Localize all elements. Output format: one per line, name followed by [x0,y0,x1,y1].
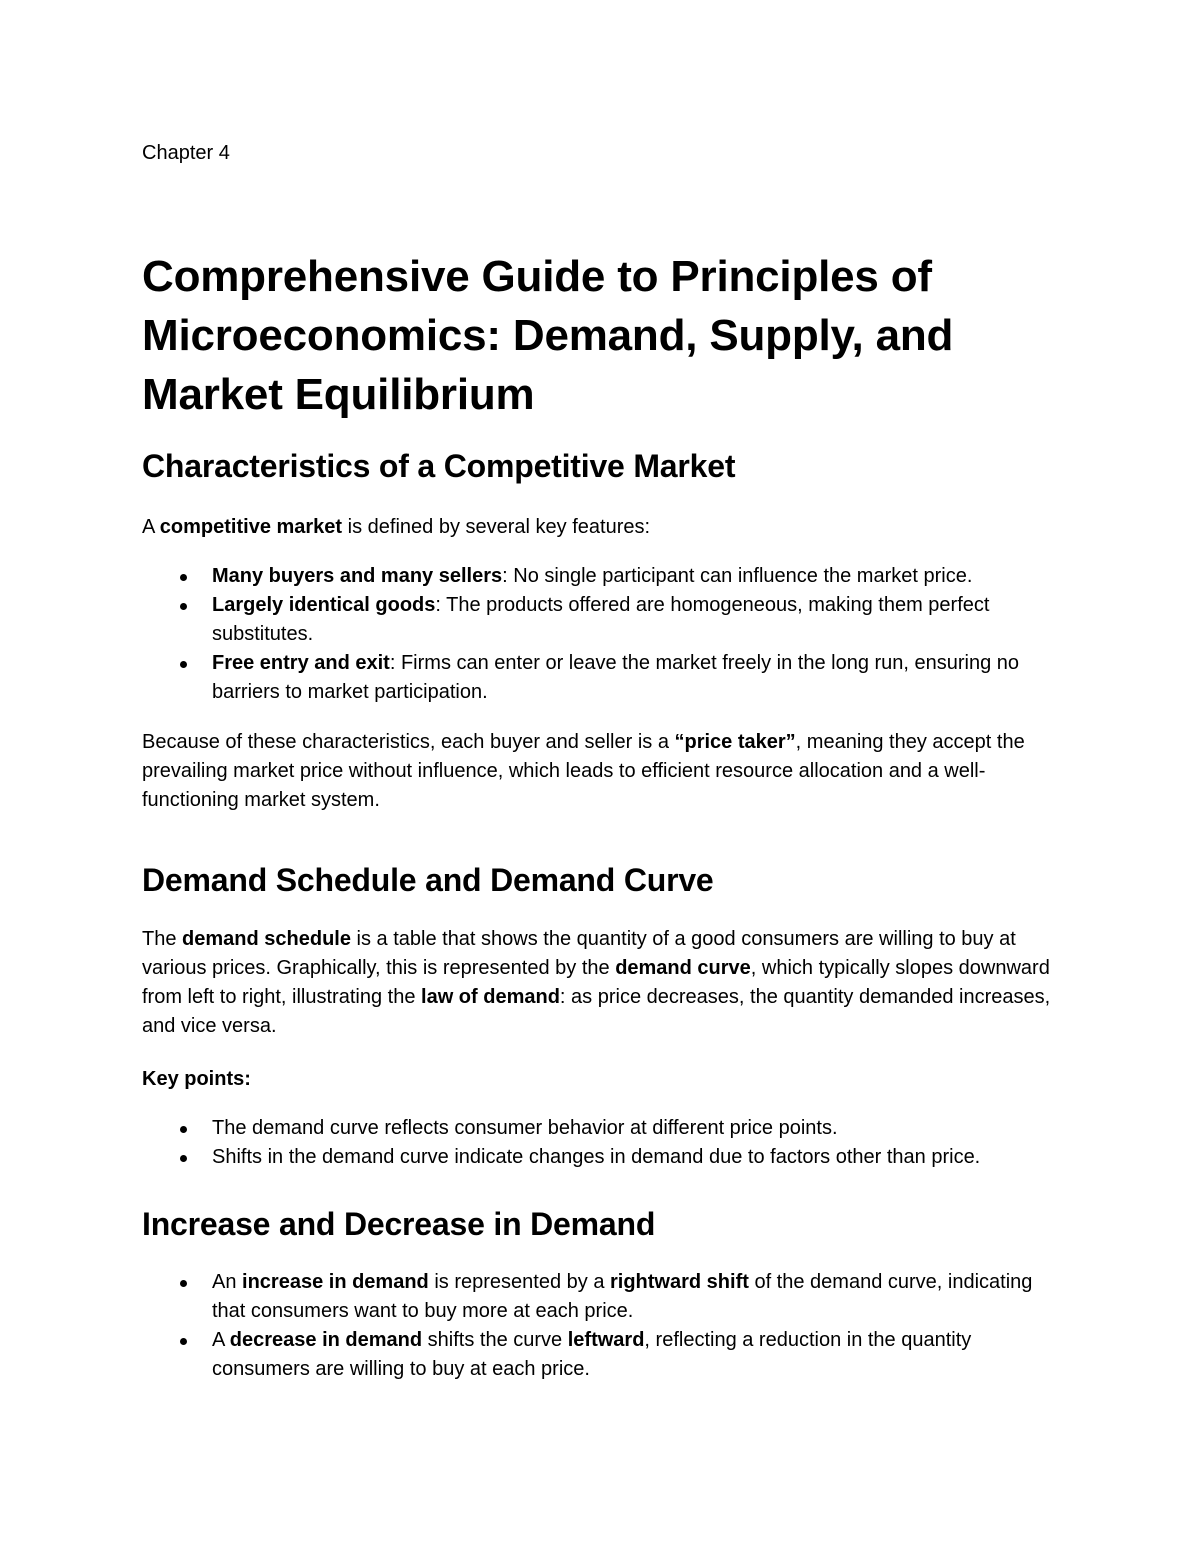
bullet-icon [180,1338,187,1345]
price-taker-paragraph: Because of these characteristics, each buyer and seller is a “price taker”, meaning they accept the prevailing market price without influence, which leads to efficient resource allocation and a well-functioning market system. [142,731,1025,811]
section-heading-demand-schedule: Demand Schedule and Demand Curve [142,862,714,898]
list-item: The demand curve reflects consumer behavior at different price points. [142,1114,1067,1143]
key-points-label: Key points: [142,1068,251,1090]
demand-shifts-list [142,1268,1067,1384]
bold-term: decrease in demand [229,1329,423,1351]
bullet-icon [180,1155,187,1162]
bullet-icon [180,661,187,668]
list-item: Shifts in the demand curve indicate changes in demand due to factors other than price. [142,1143,1067,1172]
competitive-market-intro: A competitive market is defined by several key features: [142,516,651,538]
section-heading-demand-shifts: Increase and Decrease in Demand [142,1206,656,1242]
document-page [142,138,1067,1384]
list-item: Largely identical goods: The products offered are homogeneous, making them perfect substitutes. [142,591,1067,649]
bold-term: demand curve [615,957,751,979]
bullet-icon [180,574,187,581]
bold-term: rightward shift [610,1271,749,1293]
bullet-icon [180,603,187,610]
bold-term: leftward [567,1329,645,1351]
competitive-market-features-list [142,562,1067,707]
bold-term: “price taker” [674,731,796,753]
bold-term: law of demand [421,986,560,1008]
document-title: Comprehensive Guide to Principles of Microeconomics: Demand, Supply, and Market Equilibrium [142,252,954,419]
bold-term: Many buyers and many sellers [212,565,503,587]
bullet-icon [180,1280,187,1287]
bold-term: increase in demand [242,1271,429,1293]
list-item: An increase in demand is represented by a rightward shift of the demand curve, indicating that consumers want to buy more at each price. [142,1268,1067,1326]
bullet-icon [180,1126,187,1133]
bold-term: competitive market [159,516,343,538]
list-item: Free entry and exit: Firms can enter or leave the market freely in the long run, ensuring no barriers to market participation. [142,649,1067,707]
chapter-label: Chapter 4 [142,142,230,164]
bold-term: Free entry and exit [212,652,390,674]
list-item: Many buyers and many sellers: No single participant can influence the market price. [142,562,1067,591]
list-item: A decrease in demand shifts the curve leftward, reflecting a reduction in the quantity consumers are willing to buy at each price. [142,1326,1067,1384]
bold-term: Largely identical goods [212,594,436,616]
key-points-list [142,1114,1067,1172]
demand-schedule-paragraph: The demand schedule is a table that shows the quantity of a good consumers are willing to buy at various prices. Graphically, this is represented by the demand curve, which typically slopes downward from left to right, illustrating the law of demand: as price decreases, the quantity demanded increases, and vice versa. [142,928,1051,1037]
section-heading-competitive-market: Characteristics of a Competitive Market [142,448,736,484]
bold-term: demand schedule [182,928,351,950]
